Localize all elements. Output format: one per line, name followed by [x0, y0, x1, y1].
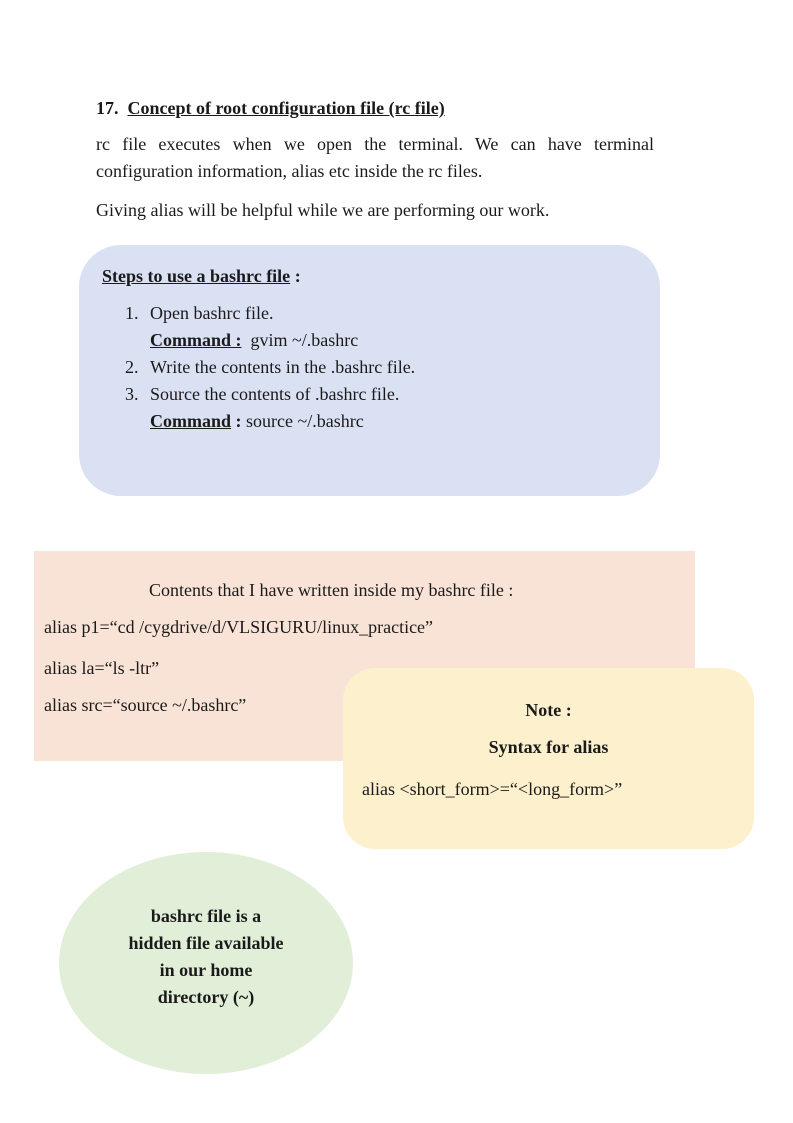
step-text: Source the contents of .bashrc file. — [150, 384, 400, 404]
bubble-line: directory (~) — [157, 987, 255, 1007]
bubble-text — [106, 903, 306, 1011]
contents-title: Contents that I have written inside my bashrc file : — [149, 580, 514, 600]
step-number: 3. — [125, 384, 139, 404]
section-title: Concept of root configuration file (rc file) — [127, 98, 445, 118]
alias-line: alias la=“ls -ltr” — [44, 658, 160, 678]
note-panel — [343, 668, 754, 849]
step-command — [150, 330, 358, 351]
alias-syntax: alias <short_form>=“<long_form>” — [362, 779, 623, 799]
alias-benefit-paragraph: Giving alias will be helpful while we are performing our work. — [96, 200, 550, 220]
steps-title — [102, 266, 301, 287]
steps-title-colon: : — [290, 266, 301, 286]
bubble-line: hidden file available — [128, 933, 284, 953]
note-subtitle: Syntax for alias — [488, 737, 609, 757]
info-bubble — [59, 852, 353, 1074]
alias-line: alias p1=“cd /cygdrive/d/VLSIGURU/linux_practice” — [44, 617, 434, 637]
step-item — [125, 303, 273, 324]
step-command — [150, 411, 364, 432]
note-title: Note : — [525, 700, 572, 720]
section-number: 17. — [96, 98, 119, 118]
command-colon: : — [231, 411, 242, 431]
step-number: 2. — [125, 357, 139, 377]
steps-panel — [79, 245, 660, 496]
steps-title-text: Steps to use a bashrc file — [102, 266, 291, 286]
step-item — [125, 384, 399, 405]
alias-line: alias src=“source ~/.bashrc” — [44, 695, 247, 715]
command-value: source ~/.bashrc — [246, 411, 364, 431]
command-value: gvim ~/.bashrc — [250, 330, 359, 350]
bubble-line: bashrc file is a — [150, 906, 262, 926]
intro-paragraph: rc file executes when we open the terminal. We can have terminal configuration information, alias etc inside the rc files. — [96, 134, 654, 181]
step-number: 1. — [125, 303, 139, 323]
step-text: Write the contents in the .bashrc file. — [150, 357, 416, 377]
bubble-line: in our home — [159, 960, 253, 980]
step-text: Open bashrc file. — [150, 303, 274, 323]
section-heading — [96, 98, 445, 119]
command-label: Command — [150, 411, 232, 431]
command-label: Command : — [150, 330, 242, 350]
step-item — [125, 357, 415, 378]
